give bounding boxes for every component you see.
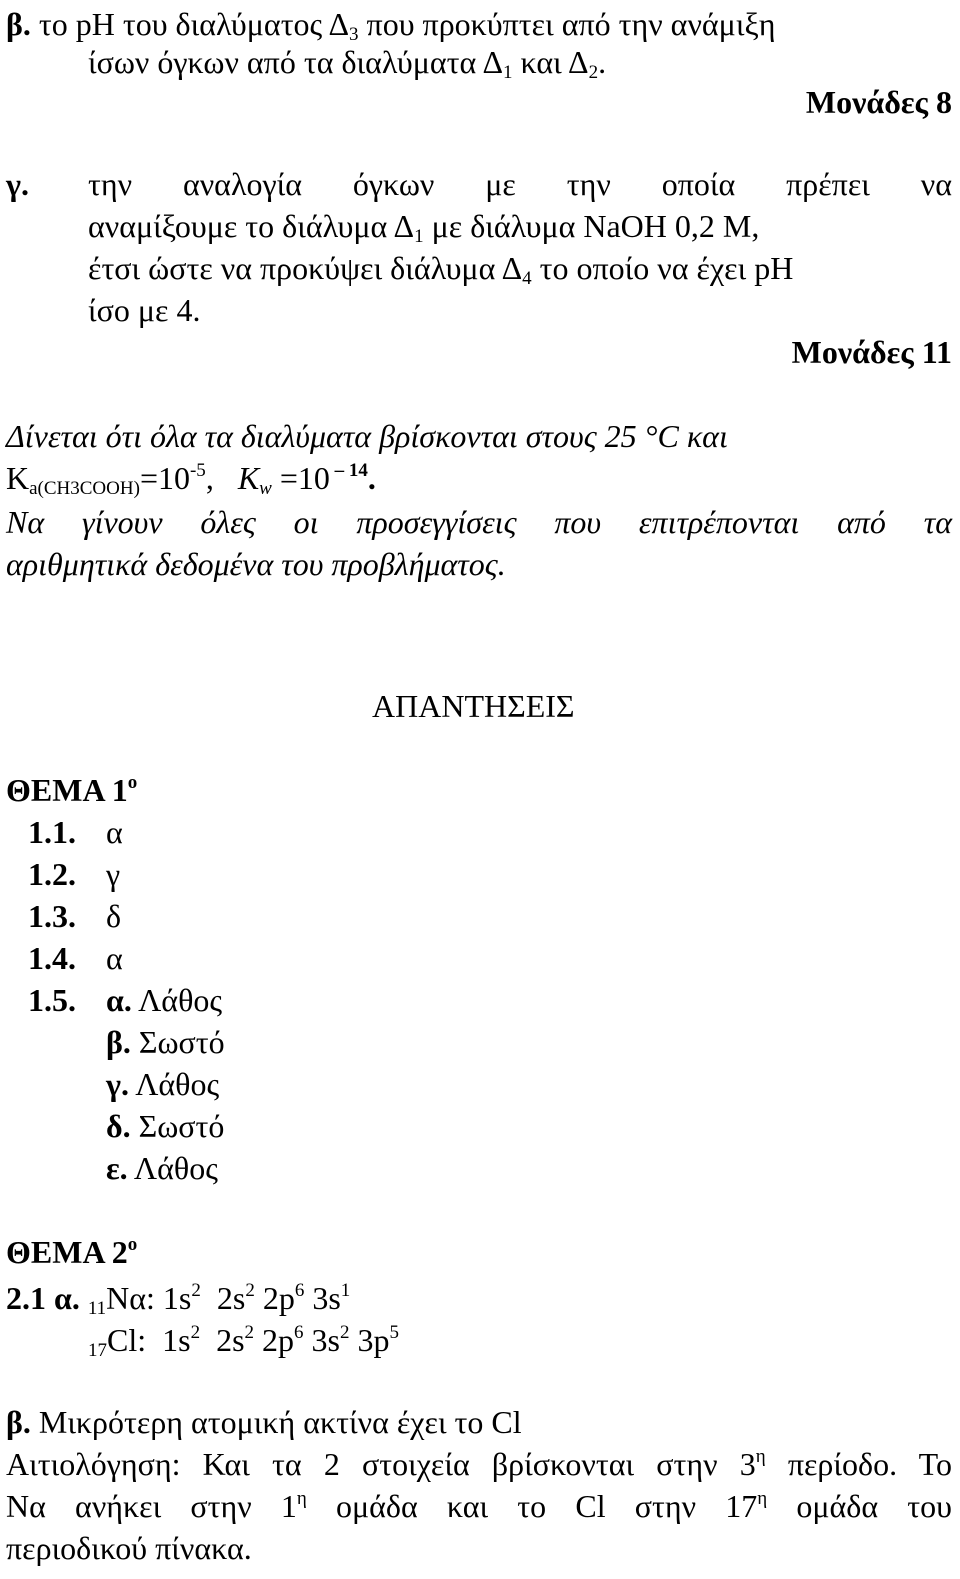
answer-number: 1.2. [28, 856, 76, 892]
sub-answer-label: β. [106, 1024, 131, 1060]
answer-row [28, 854, 120, 894]
theme-2-title-sup: ο [127, 1234, 138, 1255]
theme-1-title-sup: ο [127, 772, 138, 793]
ordinal-sup: η [296, 1488, 307, 1509]
answer-row [28, 896, 121, 936]
sub-answer-value: Λάθος [128, 1066, 220, 1102]
config-exponent: 5 [389, 1322, 399, 1343]
answer-number: 1.4. [28, 940, 76, 976]
theme-2-title-text: ΘΕΜΑ 2 [6, 1234, 128, 1270]
part-c-line-2 [88, 206, 759, 246]
ka-exponent: -5 [189, 460, 206, 481]
config-text: 2s [200, 1280, 246, 1316]
part-b-text-1: το pH του διαλύματος Δ [38, 6, 350, 42]
kw-end: . [367, 460, 376, 496]
ordinal-sup: η [757, 1488, 768, 1509]
justification-text: Να ανήκει στην 1 [6, 1488, 297, 1524]
justification-text: ομάδα του [767, 1488, 953, 1524]
answer-row [28, 980, 222, 1020]
sub-answer-value: Λάθος [127, 1150, 218, 1186]
kw-subscript: w [259, 478, 272, 499]
justification-line-2 [6, 1486, 952, 1526]
config-exponent: 6 [294, 1280, 305, 1301]
subscript: 3 [349, 24, 359, 45]
config-text: 3p [349, 1322, 390, 1358]
answer-value: α [106, 940, 123, 976]
sub-answer-label: γ. [106, 1066, 129, 1102]
theme-2-title [6, 1232, 137, 1272]
config-text: 2s [200, 1322, 245, 1358]
sub-answer-label: δ. [106, 1108, 131, 1144]
kw-exponent: – 14 [329, 460, 368, 481]
sub-answer-row [106, 1022, 225, 1062]
ka-subscript: a(CH3COOH) [29, 478, 140, 499]
config-exponent: 2 [191, 1280, 201, 1301]
ka-value: =10 [139, 460, 190, 496]
given-note-1: Να γίνουν όλες οι προσεγγίσεις που επιτρέπονται από τα [6, 504, 952, 540]
answer-number: 1.5. [28, 982, 76, 1018]
justification-line-3: περιοδικού πίνακα. [6, 1530, 252, 1566]
answer-value: α [106, 814, 123, 850]
config-text: 2p [254, 1322, 295, 1358]
answer-value: γ [106, 856, 121, 892]
part-c-line-3 [88, 248, 793, 288]
ordinal-sup: η [755, 1446, 766, 1467]
part-c-line-1 [6, 164, 952, 204]
sub-answer-value: Λάθος [131, 982, 223, 1018]
theme-1-title-text: ΘΕΜΑ 1 [6, 772, 128, 808]
subscript: 1 [503, 62, 513, 83]
part-b-points: Μονάδες 8 [805, 84, 952, 120]
answer-2-1-b [6, 1402, 522, 1442]
config-text: 2p [254, 1280, 295, 1316]
part-c-text-3: έτσι ώστε να προκύψει διάλυμα Δ [88, 250, 523, 286]
part-c-text-2-rest: με διάλυμα NaOH 0,2 Μ, [423, 208, 760, 244]
part-b-text-2-end: . [598, 44, 607, 80]
sub-answer-label: ε. [106, 1150, 128, 1186]
justification-line-1 [6, 1444, 952, 1484]
part-c-points: Μονάδες 11 [791, 334, 952, 370]
answer-number: 1.1. [28, 814, 76, 850]
part-c-line-4: ίσο με 4. [88, 292, 201, 328]
justification-text: περίοδο. Το [765, 1446, 953, 1482]
part-c-text-2: αναμίξουμε το διάλυμα Δ [88, 208, 415, 244]
justification-text: Αιτιολόγηση: Και τα 2 στοιχεία βρίσκονται στην 3 [6, 1446, 756, 1482]
part-b-line-2 [88, 42, 606, 82]
part-b-line-1 [6, 4, 775, 44]
answer-number: 1.3. [28, 898, 76, 934]
config-exponent: 2 [339, 1322, 350, 1343]
sub-answer-value: Σωστό [130, 1024, 225, 1060]
ka-symbol: K [6, 460, 30, 496]
part-b-label: β. [6, 6, 31, 42]
separator: , [205, 460, 230, 496]
sub-answer-row [106, 1106, 224, 1146]
sub-answer-row [106, 1064, 219, 1104]
subscript: 2 [588, 62, 599, 83]
config-exponent: 2 [245, 1280, 255, 1301]
sub-answer-value: Σωστό [130, 1108, 225, 1144]
answers-heading: ΑΠΑΝΤΗΣΕΙΣ [372, 688, 575, 724]
answer-2-1-label: 2.1 α. [6, 1280, 80, 1316]
justification-text: ομάδα και το Cl στην 17 [306, 1488, 758, 1524]
config-exponent: 1 [340, 1280, 351, 1301]
part-c-text-1: την αναλογία όγκων με την οποία πρέπει να [88, 166, 952, 202]
na-configuration [6, 1278, 350, 1318]
answer-2-1-b-text: Μικρότερη ατομική ακτίνα έχει το Cl [30, 1404, 522, 1440]
atomic-number: 11 [87, 1298, 107, 1319]
config-exponent: 6 [294, 1322, 304, 1343]
cl-configuration [88, 1320, 399, 1360]
kw-value: =10 [271, 460, 330, 496]
part-b-text-2: ίσων όγκων από τα διαλύματα Δ [88, 44, 504, 80]
answer-2-1-b-label: β. [6, 1404, 31, 1440]
part-b-text-1-rest: που προκύπτει από την ανάμιξη [358, 6, 776, 42]
given-constants [6, 458, 376, 498]
given-note-2: αριθμητικά δεδομένα του προβλήματος. [6, 546, 506, 582]
theme-1-title [6, 770, 137, 810]
subscript: 1 [414, 226, 424, 247]
part-c-text-3-rest: το οποίο να έχει pH [531, 250, 794, 286]
answer-row [28, 812, 123, 852]
part-b-text-2-mid: και Δ [512, 44, 589, 80]
subscript: 4 [522, 268, 532, 289]
kw-symbol: K [237, 460, 260, 496]
sub-answer-row [106, 1148, 218, 1188]
sub-answer-label: α. [106, 982, 132, 1018]
config-text: 3s [303, 1322, 340, 1358]
config-text: Cl: 1s [107, 1322, 191, 1358]
answer-row [28, 938, 123, 978]
config-text: 3s [304, 1280, 341, 1316]
config-text: Να: 1s [106, 1280, 192, 1316]
config-exponent: 2 [190, 1322, 201, 1343]
atomic-number: 17 [88, 1340, 107, 1361]
given-line-1: Δίνεται ότι όλα τα διαλύματα βρίσκονται στους 25 °C και [6, 418, 728, 454]
answer-value: δ [106, 898, 122, 934]
config-exponent: 2 [244, 1322, 255, 1343]
part-c-label: γ. [6, 166, 29, 202]
